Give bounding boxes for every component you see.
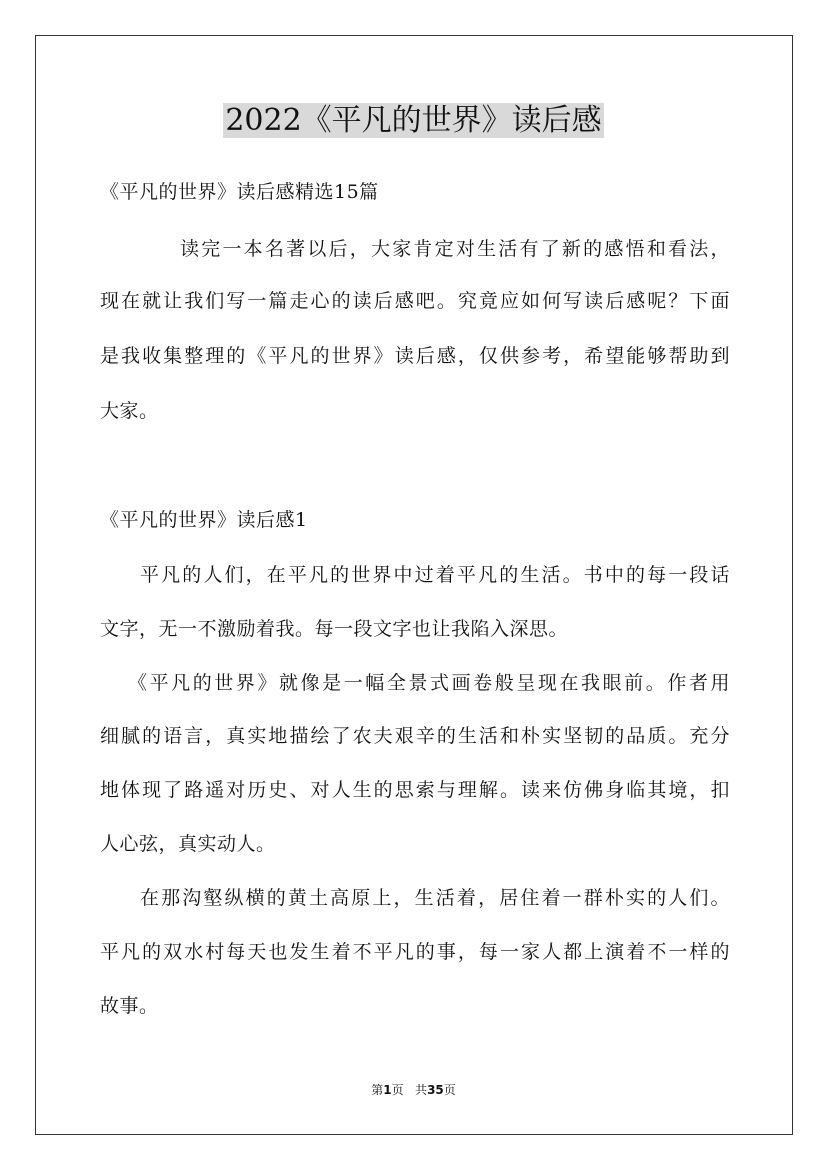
total-prefix: 共 <box>415 1083 428 1097</box>
page-prefix: 第 <box>371 1083 384 1097</box>
document-title <box>0 100 827 142</box>
page-unit: 页 <box>391 1083 404 1097</box>
paragraph-line: 细腻的语言，真实地描绘了农夫艰辛的生活和朴实坚韧的品质。充分 <box>100 725 730 747</box>
paragraph-line: 平凡的人们，在平凡的世界中过着平凡的生活。书中的每一段话 <box>140 564 730 586</box>
section-heading: 《平凡的世界》读后感1 <box>100 509 308 531</box>
page-number: 1 <box>383 1083 392 1097</box>
intro-line: 读完一本名著以后，大家肯定对生活有了新的感悟和看法， <box>180 238 730 260</box>
document-subtitle: 《平凡的世界》读后感精选15篇 <box>100 181 379 203</box>
paragraph-line: 《平凡的世界》就像是一幅全景式画卷般呈现在我眼前。作者用 <box>128 672 730 694</box>
paragraph-line: 地体现了路遥对历史、对人生的思索与理解。读来仿佛身临其境，扣 <box>100 779 730 801</box>
document-title-text: 2022《平凡的世界》读后感 <box>225 103 602 138</box>
intro-line: 大家。 <box>100 400 159 422</box>
intro-line: 现在就让我们写一篇走心的读后感吧。究竟应如何写读后感呢？下面 <box>100 290 730 312</box>
total-unit: 页 <box>443 1083 456 1097</box>
paragraph-line: 人心弦，真实动人。 <box>100 833 276 855</box>
paragraph-line: 文字，无一不激励着我。每一段文字也让我陷入深思。 <box>100 618 569 640</box>
paragraph-line: 平凡的双水村每天也发生着不平凡的事，每一家人都上演着不一样的 <box>100 941 730 963</box>
paragraph-line: 故事。 <box>100 995 159 1017</box>
total-pages: 35 <box>427 1083 444 1097</box>
paragraph-line: 在那沟壑纵横的黄土高原上，生活着，居住着一群朴实的人们。 <box>140 887 730 909</box>
intro-line: 是我收集整理的《平凡的世界》读后感，仅供参考，希望能够帮助到 <box>100 345 730 367</box>
page-footer <box>0 1082 827 1098</box>
